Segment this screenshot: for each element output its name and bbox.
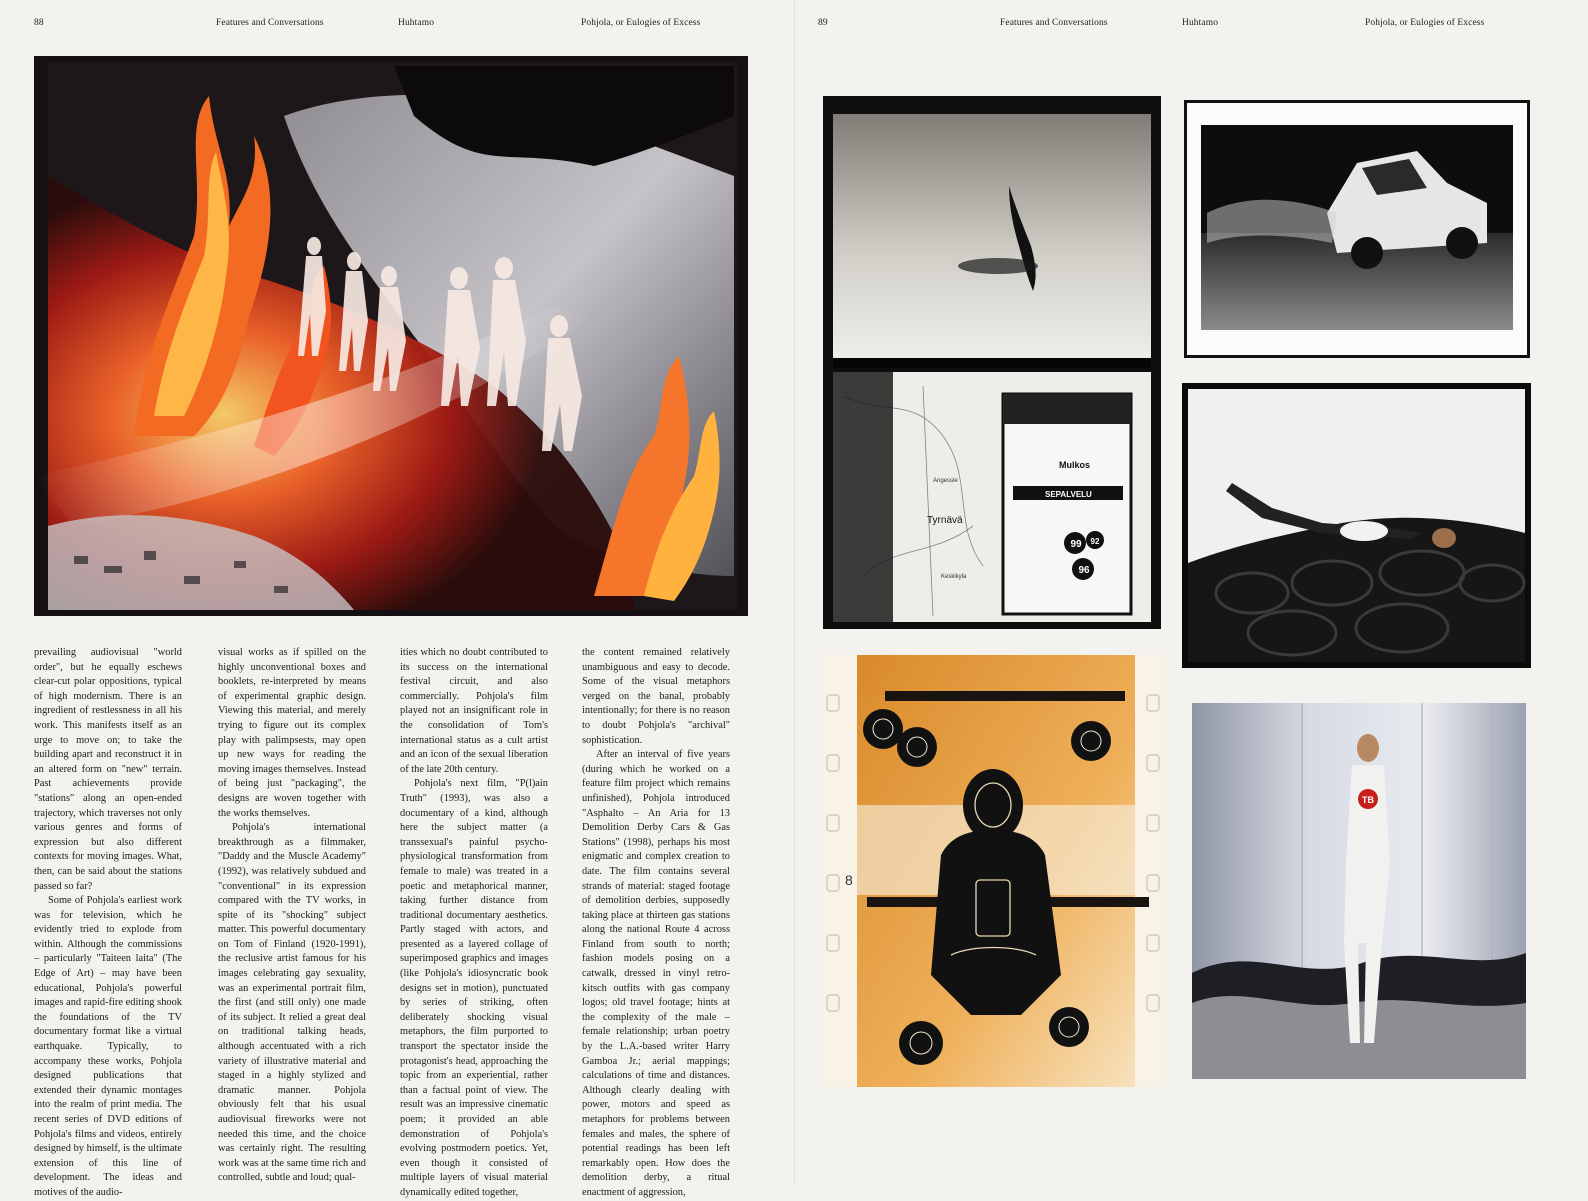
map-place-small-1: Angessle [933, 478, 958, 484]
catwalk-artwork [1192, 703, 1526, 1079]
station-sign: SEPALVELU [1045, 490, 1092, 499]
model-in-tb-outfit-photo [1192, 703, 1526, 1079]
target-artwork [821, 655, 1166, 1087]
outfit-logo: TB [1362, 795, 1374, 805]
author-header-right: Huhtamo [1182, 18, 1219, 28]
car-artwork [1187, 103, 1527, 355]
fire-dancers-collage [34, 56, 748, 616]
shooting-target-filmstrip [821, 655, 1166, 1087]
frame-number: 8 [845, 872, 853, 888]
paragraph: the content remained relatively unambiguous and easy to decode. Some of the visual metaphors verged on the banal, probably intentionally; for there is no reason to doubt Pohjola's "archival" sophistication. [582, 647, 730, 746]
running-title-right: Pohjola, or Eulogies of Excess [1365, 18, 1485, 28]
filmstrip-artwork [823, 96, 1161, 629]
text-column-2 [218, 646, 366, 1184]
page-number-right: 89 [818, 18, 828, 28]
paragraph: ities which no doubt contributed to its success on the international festival circuit, and also commercially. Pohjola's film played not an insignificant role in the consolidation of Tom's international status as a cult artist and an icon of the sexual liberation of the late 20th century. [400, 647, 548, 775]
station-brand: Mulkos [1059, 460, 1091, 470]
tires-artwork [1182, 383, 1531, 668]
author-header-left: Huhtamo [398, 18, 435, 28]
text-column-1 [34, 646, 182, 1198]
map-place-small-2: Keskikyla [941, 574, 967, 580]
section-header-left: Features and Conversations [216, 18, 324, 28]
page-number-left: 88 [34, 18, 44, 28]
text-column-3 [400, 646, 548, 1198]
pump-price-3: 96 [1078, 565, 1090, 576]
paragraph: Some of Pohjola's earliest work was for television, which he evidently tried to explode from within. Although the commissions – particularly "Taiteen laita" (The Edge of Art) – may have been educational, Pohjola's powerful images and rapid-fire editing shook the foundations of the TV documentary format like a virtual earthquake. Typically, to accompany these works, Pohjola designed publications that extended their dynamic montages into the realm of print media. The recent series of DVD editions of Pohjola's films and videos, entirely designed by himself, is the ultimate extension of this line of development. The ideas and motives of the audio- [34, 895, 182, 1198]
fire-dancers-artwork [34, 56, 748, 616]
map-place-name: Tyrnävä [927, 515, 963, 526]
paragraph: Pohjola's international breakthrough as a filmmaker, "Daddy and the Muscle Academy" (1992), was relatively subdued and "conventional" in its expression compared with the TV works, in spite of its "shocking" subject matter. This powerful documentary on Tom of Finland (1920-1991), the reclusive artist famous for his images celebrating gay sexuality, was an experimental portrait film, the first (and still only) one made of its subject. It relied a great deal on traditional talking heads, although accentuated with a rich variety of illustrative material and staged in a highly stylized and dramatic manner. Pohjola obviously felt that his usual audiovisual fireworks were not needed this time, and the choice was certainly right. The resulting work was at the same time rich and controlled, subtle and loud; qual- [218, 822, 366, 1184]
paragraph: Pohjola's next film, "P(l)ain Truth" (1993), was also a documentary of a kind, although here the subject matter (a transsexual's painful psycho-physiological transformation from female to male) was treated in a poetic and metaphorical manner, taking further distance from traditional documentary aesthetics. Partly staged with actors, and presented as a layered collage of superimposed graphics and images (like Pohjola's idiosyncratic book designs set in motion), punctuated by series of striking, often deliberately shocking visual metaphors, the film purported to transport the spectator inside the protagonist's head, approaching the topic from an experiential, rather than a factual point of view. The result was an impressive cinematic poem; it provided an able demonstration of Pohjola's evolving postmodern poetics. Yet, even though it consisted of multiple layers of visual material dynamically edited together, [400, 778, 548, 1198]
paragraph: prevailing audiovisual "world order", but he equally eschews clear-cut polar oppositions, typical of high modernism. There is an ingredient of restlessness in all his work. This manifests itself as an urge to move on; to take the building apart and reconstruct it in an altered form on "new" terrain. Past achievements provide "stations" along an open-ended trajectory, which traverses not only various genres and forms of expression but also different contexts for moving images. What, then, can be said about the stations passed so far? [34, 647, 182, 892]
demolition-car-photo [1184, 100, 1530, 358]
woman-on-tires-photo [1182, 383, 1531, 668]
pump-price-2: 92 [1090, 537, 1100, 546]
running-title-left: Pohjola, or Eulogies of Excess [581, 18, 701, 28]
pump-price-1: 99 [1070, 539, 1082, 550]
text-column-4 [582, 646, 730, 1198]
paragraph: After an interval of five years (during which he worked on a feature film project which remains unfinished), Pohjola introduced "Asphalto – An Aria for 13 Demolition Derby Cars & Gas Stations" (1998), perhaps his most enigmatic and complex creation to date. The film contains several strands of material: staged footage of demolition derbies, supposedly taking place at thirteen gas stations along the national Route 4 across Finland from south to north; fashion models posing on a catwalk, dressed in vinyl retro-kitsch outfits with gas company logos; old travel footage; hints at the complexity of the male – female relationship; urban poetry by the L.A.-based writer Harry Gamboa Jr.; aerial mappings; calculations of time and distances. Although clearly dealing with power, motors and speed as metaphors for problems between females and males, the sphere of potential readings has been left remarkably open. How does the demolition derby, a ritual enactment of aggression, [582, 749, 730, 1198]
filmstrip-gas-station-collage [823, 96, 1161, 629]
spread-fold [794, 0, 795, 1185]
section-header-right: Features and Conversations [1000, 18, 1108, 28]
paragraph: visual works as if spilled on the highly unconventional boxes and booklets, re-interpreted by means of experimental graphic design. Viewing this material, and merely trying to figure out its complex play with palimpsests, may open up new ways for reading the moving images themselves. Instead of being just "packaging", the designs are woven together with the works themselves. [218, 647, 366, 819]
